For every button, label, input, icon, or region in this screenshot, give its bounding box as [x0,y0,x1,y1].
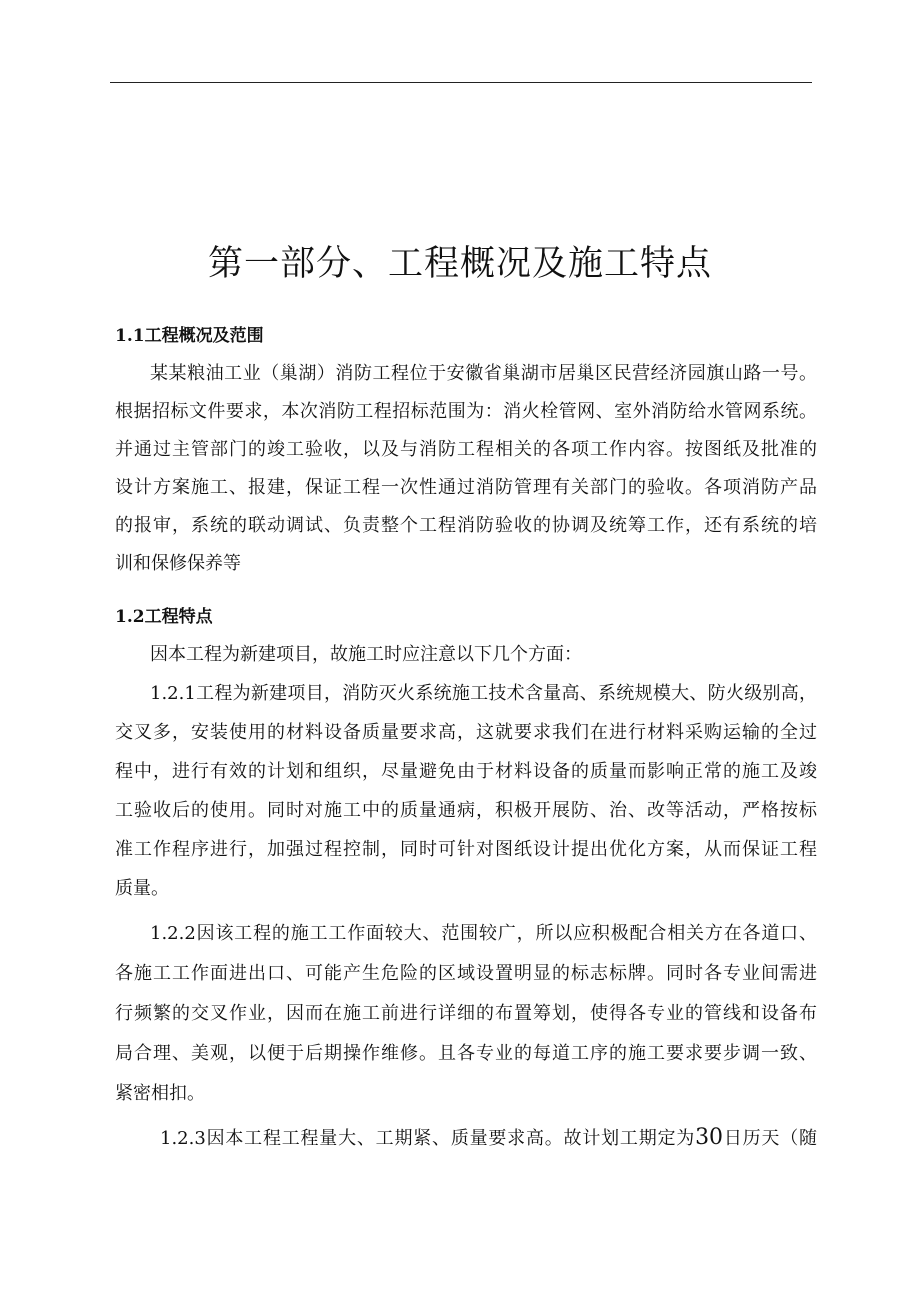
paragraph-line: 各施工工作面进出口、可能产生危险的区域设置明显的标志标牌。同时各专业间需进 [115,963,817,984]
paragraph-line: 紧密相扣。 [115,1083,205,1104]
paragraph-line: 程中，进行有效的计划和组织，尽量避免由于材料设备的质量而影响正常的施工及竣 [115,761,817,782]
page-title: 第一部分、工程概况及施工特点 [207,244,712,284]
paragraph-line: 工验收后的使用。同时对施工中的质量通病，积极开展防、治、改等活动，严格按标 [115,800,817,821]
paragraph-line: 1.2.1工程为新建项目，消防灭火系统施工技术含量高、系统规模大、防火级别高， [150,683,817,704]
paragraph-intro: 因本工程为新建项目，故施工时应注意以下几个方面： [150,644,582,665]
paragraph-line-1-2-3 [160,1124,817,1153]
paragraph-line: 质量。 [115,878,169,899]
paragraph-line: 交叉多，安装使用的材料设备质量要求高，这就要求我们在进行材料采购运输的全过 [115,722,817,743]
paragraph-line: 1.2.2因该工程的施工工作面较大、范围较广，所以应积极配合相关方在各道口、 [150,923,817,944]
paragraph-line: 局合理、美观，以便于后期操作维修。且各专业的每道工序的施工要求要步调一致、 [115,1043,817,1064]
paragraph-line: 设计方案施工、报建，保证工程一次性通过消防管理有关部门的验收。各项消防产品 [115,477,817,498]
header-rule [110,82,812,83]
section-heading-1-2: 1.2工程特点 [115,607,213,627]
section-heading-1-1: 1.1工程概况及范围 [115,326,264,346]
paragraph-line: 某某粮油工业（巢湖）消防工程位于安徽省巢湖市居巢区民营经济园旗山路一号。 [150,363,817,384]
paragraph-line: 根据招标文件要求，本次消防工程招标范围为：消火栓管网、室外消防给水管网系统。 [115,401,817,422]
paragraph-line: 的报审，系统的联动调试、负责整个工程消防验收的协调及统筹工作，还有系统的培 [115,515,817,536]
paragraph-line: 训和保修保养等 [115,553,241,574]
paragraph-line: 准工作程序进行，加强过程控制，同时可针对图纸设计提出优化方案，从而保证工程 [115,839,817,860]
duration-days: 30 [695,1125,724,1150]
paragraph-line: 并通过主管部门的竣工验收，以及与消防工程相关的各项工作内容。按图纸及批准的 [115,439,817,460]
line-text-before: 1.2.3因本工程工程量大、工期紧、质量要求高。故计划工期定为 [160,1128,696,1149]
paragraph-line: 行频繁的交叉作业，因而在施工前进行详细的布置筹划，使得各专业的管线和设备布 [115,1003,817,1024]
line-text-after: 日历天（随 [723,1128,817,1149]
